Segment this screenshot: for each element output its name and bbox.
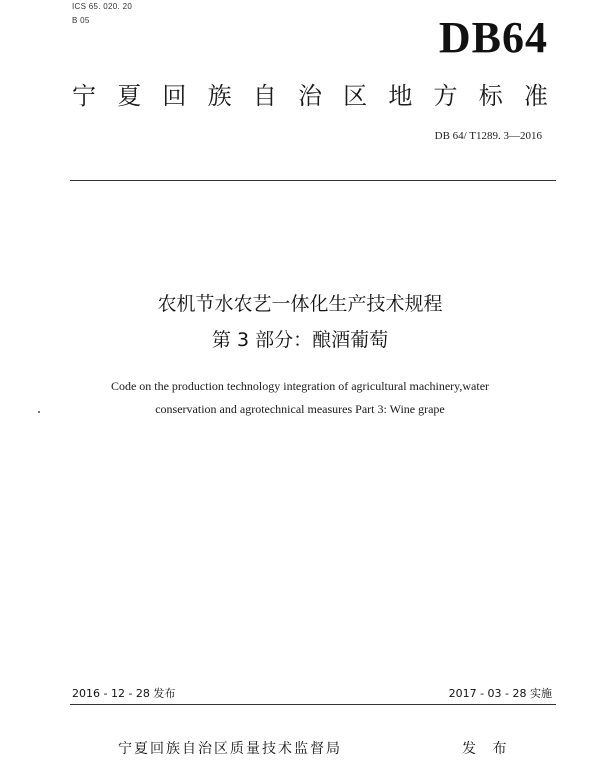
title-en-line-2: conservation and agrotechnical measures Part 3: Wine grape: [155, 402, 445, 416]
bottom-divider: [70, 704, 556, 705]
issuer-region-char: 夏: [117, 82, 142, 110]
issuer-region-char: 区: [343, 82, 368, 110]
scan-speck: [38, 411, 40, 413]
issuer-region-char: 自: [252, 82, 277, 110]
ccs-code: B 05: [72, 16, 90, 25]
issuer-region-char: 准: [523, 82, 548, 110]
issuer-region-char: 治: [297, 82, 322, 110]
db64-logo: DB64: [438, 13, 548, 62]
title-cn-line-2: 第 3 部分：酿酒葡萄: [211, 329, 389, 351]
publisher-name: 宁夏回族自治区质量技术监督局: [118, 741, 342, 757]
ics-code: ICS 65. 020. 20: [72, 2, 133, 11]
issuer-region-heading: [72, 84, 548, 108]
standard-number: DB 64/ T1289. 3—2016: [434, 130, 542, 142]
top-divider: [70, 180, 556, 181]
issuer-region-char: 标: [478, 82, 503, 110]
issuer-region-char: 宁: [72, 82, 96, 110]
title-en-line-1: Code on the production technology integration of agricultural machinery,water: [110, 379, 490, 393]
issuer-region-char: 族: [207, 82, 232, 110]
issue-date: 2016 - 12 - 28 发布: [72, 687, 176, 700]
publish-label: 发 布: [462, 741, 513, 757]
issuer-region-char: 方: [433, 82, 458, 110]
title-cn-line-1: 农机节水农艺一体化生产技术规程: [157, 293, 443, 315]
issuer-region-char: 地: [388, 82, 413, 110]
implementation-date: 2017 - 03 - 28 实施: [448, 687, 552, 700]
issuer-region-char: 回: [162, 82, 187, 110]
